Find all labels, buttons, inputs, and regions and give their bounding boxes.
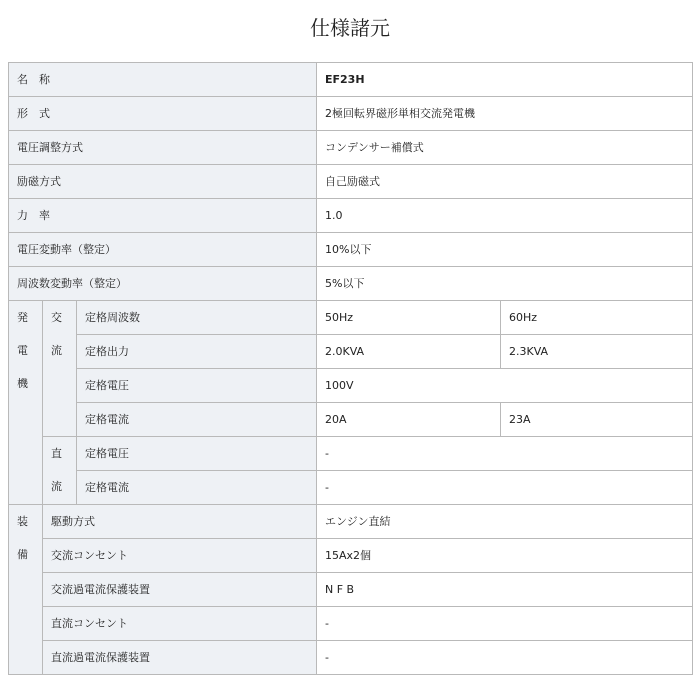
generator-char: 機	[17, 377, 28, 390]
row-value-voltage-variation: 10%以下	[317, 233, 693, 267]
row-value-voltage-regulation: コンデンサー補償式	[317, 131, 693, 165]
row-value-dc-rated-voltage: -	[317, 437, 693, 471]
ac-char: 交	[51, 311, 62, 324]
row-label-dc-protection: 直流過電流保護装置	[43, 641, 317, 675]
row-value-rated-frequency-a: 50Hz	[317, 301, 501, 335]
row-label-ac-rated-voltage: 定格電圧	[77, 369, 317, 403]
generator-char: 電	[17, 344, 28, 357]
row-value-dc-protection: -	[317, 641, 693, 675]
spec-table	[8, 62, 693, 675]
row-label-voltage-regulation: 電圧調整方式	[9, 131, 317, 165]
table-row	[9, 131, 693, 165]
row-label-rated-frequency: 定格周波数	[77, 301, 317, 335]
dc-char: 直	[51, 447, 62, 460]
equipment-char: 備	[17, 548, 28, 561]
row-value-frequency-variation: 5%以下	[317, 267, 693, 301]
dc-char: 流	[51, 480, 62, 493]
row-value-ac-rated-voltage: 100V	[317, 369, 693, 403]
generator-char: 発	[17, 311, 28, 324]
page-title: 仕様諸元	[310, 16, 390, 40]
row-value-dc-rated-current: -	[317, 471, 693, 505]
table-row	[9, 471, 693, 505]
table-row	[9, 641, 693, 675]
row-value-ac-outlet: 15Ax2個	[317, 539, 693, 573]
row-value-rated-output-a: 2.0KVA	[317, 335, 501, 369]
table-row	[9, 267, 693, 301]
row-value-power-factor: 1.0	[317, 199, 693, 233]
row-label-voltage-variation: 電圧変動率（整定）	[9, 233, 317, 267]
table-row	[9, 301, 693, 335]
row-value-drive: エンジン直結	[317, 505, 693, 539]
table-row	[9, 505, 693, 539]
table-row	[9, 607, 693, 641]
table-row	[9, 403, 693, 437]
generator-group-label	[9, 301, 43, 505]
row-label-name: 名 称	[9, 63, 317, 97]
dc-group-label	[43, 437, 77, 505]
table-row	[9, 369, 693, 403]
ac-char: 流	[51, 344, 62, 357]
row-label-type: 形 式	[9, 97, 317, 131]
row-value-type: 2極回転界磁形単相交流発電機	[317, 97, 693, 131]
row-label-power-factor: 力 率	[9, 199, 317, 233]
row-value-excitation: 自己励磁式	[317, 165, 693, 199]
row-label-frequency-variation: 周波数変動率（整定）	[9, 267, 317, 301]
row-label-ac-protection: 交流過電流保護装置	[43, 573, 317, 607]
row-label-excitation: 励磁方式	[9, 165, 317, 199]
row-value-dc-outlet: -	[317, 607, 693, 641]
row-value-ac-protection: N F B	[317, 573, 693, 607]
table-row	[9, 233, 693, 267]
equipment-char: 装	[17, 515, 28, 528]
table-row	[9, 573, 693, 607]
ac-group-label	[43, 301, 77, 437]
row-label-ac-rated-current: 定格電流	[77, 403, 317, 437]
equipment-group-label	[9, 505, 43, 675]
table-row	[9, 63, 693, 97]
row-label-dc-rated-voltage: 定格電圧	[77, 437, 317, 471]
table-row	[9, 165, 693, 199]
table-row	[9, 97, 693, 131]
row-label-dc-outlet: 直流コンセント	[43, 607, 317, 641]
row-value-name: EF23H	[317, 63, 693, 97]
row-value-ac-rated-current-b: 23A	[501, 403, 693, 437]
row-label-dc-rated-current: 定格電流	[77, 471, 317, 505]
row-label-rated-output: 定格出力	[77, 335, 317, 369]
row-label-drive: 駆動方式	[43, 505, 317, 539]
row-value-rated-frequency-b: 60Hz	[501, 301, 693, 335]
table-row	[9, 539, 693, 573]
table-row	[9, 335, 693, 369]
table-row	[9, 199, 693, 233]
row-value-rated-output-b: 2.3KVA	[501, 335, 693, 369]
row-value-ac-rated-current-a: 20A	[317, 403, 501, 437]
table-row	[9, 437, 693, 471]
row-label-ac-outlet: 交流コンセント	[43, 539, 317, 573]
